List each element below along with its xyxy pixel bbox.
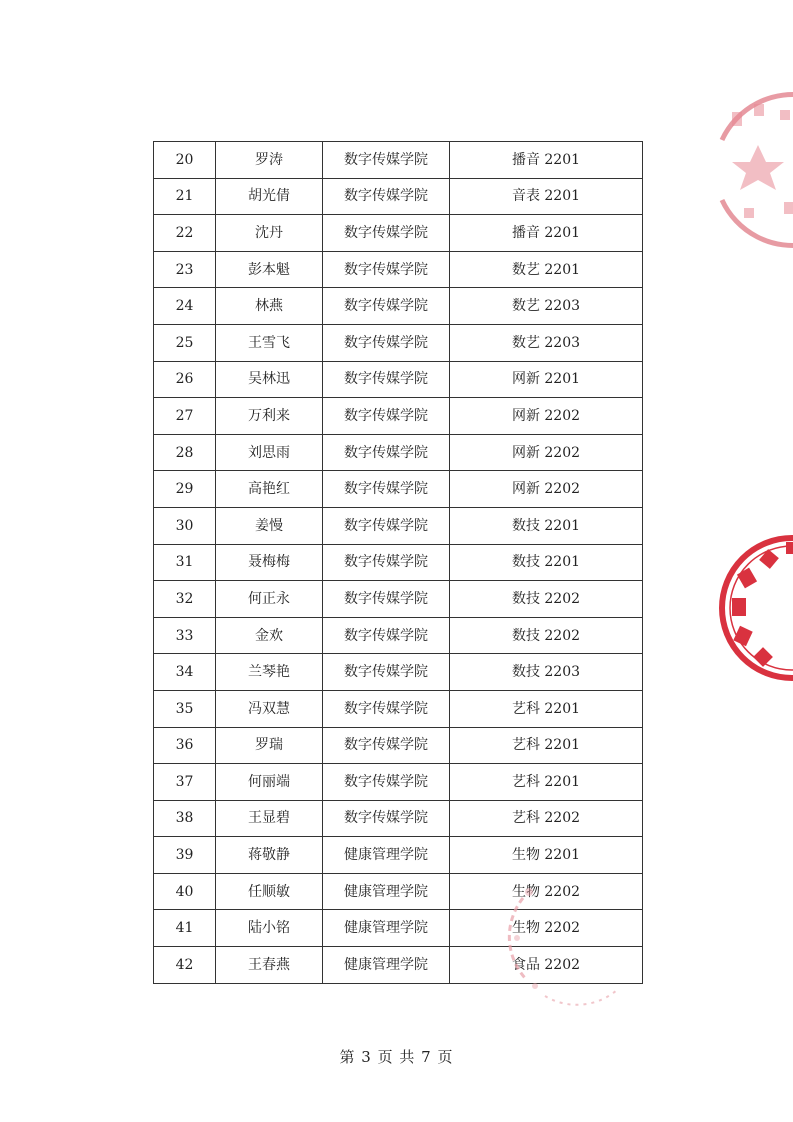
class-cell: 生物 2202 bbox=[450, 910, 643, 947]
row-number-cell: 30 bbox=[154, 507, 216, 544]
college-cell: 数字传媒学院 bbox=[323, 544, 450, 581]
student-name-cell: 任顺敏 bbox=[216, 873, 323, 910]
class-cell: 艺科 2201 bbox=[450, 690, 643, 727]
class-cell: 数技 2201 bbox=[450, 507, 643, 544]
class-cell: 网新 2202 bbox=[450, 398, 643, 435]
class-cell: 艺科 2201 bbox=[450, 764, 643, 801]
college-cell: 数字传媒学院 bbox=[323, 507, 450, 544]
table-row bbox=[154, 507, 643, 544]
table-row bbox=[154, 471, 643, 508]
row-number-cell: 40 bbox=[154, 873, 216, 910]
class-cell: 数技 2202 bbox=[450, 617, 643, 654]
student-name-cell: 王显碧 bbox=[216, 800, 323, 837]
college-cell: 数字传媒学院 bbox=[323, 434, 450, 471]
college-cell: 健康管理学院 bbox=[323, 873, 450, 910]
seal-stamp-top bbox=[688, 90, 793, 250]
college-cell: 数字传媒学院 bbox=[323, 398, 450, 435]
college-cell: 健康管理学院 bbox=[323, 910, 450, 947]
roster-body bbox=[154, 142, 643, 984]
row-number-cell: 31 bbox=[154, 544, 216, 581]
table-row bbox=[154, 800, 643, 837]
student-name-cell: 万利来 bbox=[216, 398, 323, 435]
college-cell: 数字传媒学院 bbox=[323, 581, 450, 618]
class-cell: 数技 2203 bbox=[450, 654, 643, 691]
student-name-cell: 姜慢 bbox=[216, 507, 323, 544]
row-number-cell: 42 bbox=[154, 947, 216, 984]
college-cell: 数字传媒学院 bbox=[323, 142, 450, 179]
row-number-cell: 35 bbox=[154, 690, 216, 727]
table-row bbox=[154, 690, 643, 727]
student-name-cell: 胡光倩 bbox=[216, 178, 323, 215]
class-cell: 播音 2201 bbox=[450, 215, 643, 252]
table-row bbox=[154, 142, 643, 179]
row-number-cell: 23 bbox=[154, 251, 216, 288]
class-cell: 数艺 2203 bbox=[450, 324, 643, 361]
class-cell: 网新 2202 bbox=[450, 471, 643, 508]
row-number-cell: 41 bbox=[154, 910, 216, 947]
table-row bbox=[154, 215, 643, 252]
row-number-cell: 29 bbox=[154, 471, 216, 508]
table-row bbox=[154, 727, 643, 764]
table-row bbox=[154, 251, 643, 288]
row-number-cell: 20 bbox=[154, 142, 216, 179]
table-row bbox=[154, 581, 643, 618]
row-number-cell: 26 bbox=[154, 361, 216, 398]
class-cell: 网新 2201 bbox=[450, 361, 643, 398]
class-cell: 艺科 2201 bbox=[450, 727, 643, 764]
student-name-cell: 陆小铭 bbox=[216, 910, 323, 947]
college-cell: 数字传媒学院 bbox=[323, 617, 450, 654]
table-row bbox=[154, 873, 643, 910]
college-cell: 数字传媒学院 bbox=[323, 215, 450, 252]
row-number-cell: 34 bbox=[154, 654, 216, 691]
college-cell: 数字传媒学院 bbox=[323, 324, 450, 361]
row-number-cell: 39 bbox=[154, 837, 216, 874]
row-number-cell: 36 bbox=[154, 727, 216, 764]
class-cell: 生物 2202 bbox=[450, 873, 643, 910]
table-row bbox=[154, 324, 643, 361]
student-name-cell: 林燕 bbox=[216, 288, 323, 325]
class-cell: 网新 2202 bbox=[450, 434, 643, 471]
row-number-cell: 28 bbox=[154, 434, 216, 471]
student-name-cell: 聂梅梅 bbox=[216, 544, 323, 581]
row-number-cell: 37 bbox=[154, 764, 216, 801]
class-cell: 数技 2201 bbox=[450, 544, 643, 581]
table-row bbox=[154, 398, 643, 435]
class-cell: 食品 2202 bbox=[450, 947, 643, 984]
college-cell: 数字传媒学院 bbox=[323, 361, 450, 398]
student-name-cell: 刘思雨 bbox=[216, 434, 323, 471]
college-cell: 数字传媒学院 bbox=[323, 654, 450, 691]
table-row bbox=[154, 544, 643, 581]
row-number-cell: 25 bbox=[154, 324, 216, 361]
table-row bbox=[154, 617, 643, 654]
student-name-cell: 罗瑞 bbox=[216, 727, 323, 764]
row-number-cell: 24 bbox=[154, 288, 216, 325]
table-row bbox=[154, 434, 643, 471]
student-name-cell: 冯双慧 bbox=[216, 690, 323, 727]
student-name-cell: 罗涛 bbox=[216, 142, 323, 179]
class-cell: 播音 2201 bbox=[450, 142, 643, 179]
student-name-cell: 王雪飞 bbox=[216, 324, 323, 361]
college-cell: 数字传媒学院 bbox=[323, 727, 450, 764]
table-row bbox=[154, 837, 643, 874]
student-name-cell: 蒋敬静 bbox=[216, 837, 323, 874]
student-name-cell: 吴林迅 bbox=[216, 361, 323, 398]
college-cell: 数字传媒学院 bbox=[323, 800, 450, 837]
row-number-cell: 33 bbox=[154, 617, 216, 654]
class-cell: 艺科 2202 bbox=[450, 800, 643, 837]
college-cell: 数字传媒学院 bbox=[323, 251, 450, 288]
table-row bbox=[154, 288, 643, 325]
student-name-cell: 王春燕 bbox=[216, 947, 323, 984]
student-name-cell: 兰琴艳 bbox=[216, 654, 323, 691]
student-name-cell: 高艳红 bbox=[216, 471, 323, 508]
student-name-cell: 彭本魁 bbox=[216, 251, 323, 288]
class-cell: 生物 2201 bbox=[450, 837, 643, 874]
row-number-cell: 38 bbox=[154, 800, 216, 837]
table-row bbox=[154, 764, 643, 801]
table-row bbox=[154, 910, 643, 947]
college-cell: 健康管理学院 bbox=[323, 837, 450, 874]
table-row bbox=[154, 947, 643, 984]
student-name-cell: 金欢 bbox=[216, 617, 323, 654]
college-cell: 数字传媒学院 bbox=[323, 690, 450, 727]
row-number-cell: 22 bbox=[154, 215, 216, 252]
student-name-cell: 沈丹 bbox=[216, 215, 323, 252]
student-name-cell: 何丽端 bbox=[216, 764, 323, 801]
college-cell: 数字传媒学院 bbox=[323, 288, 450, 325]
seal-stamp-middle bbox=[712, 528, 793, 688]
student-roster-table bbox=[153, 141, 643, 984]
college-cell: 数字传媒学院 bbox=[323, 178, 450, 215]
page-number-footer: 第 3 页 共 7 页 bbox=[339, 1048, 454, 1066]
class-cell: 数艺 2203 bbox=[450, 288, 643, 325]
row-number-cell: 32 bbox=[154, 581, 216, 618]
college-cell: 数字传媒学院 bbox=[323, 764, 450, 801]
college-cell: 数字传媒学院 bbox=[323, 471, 450, 508]
student-name-cell: 何正永 bbox=[216, 581, 323, 618]
table-row bbox=[154, 361, 643, 398]
row-number-cell: 21 bbox=[154, 178, 216, 215]
class-cell: 数艺 2201 bbox=[450, 251, 643, 288]
class-cell: 音表 2201 bbox=[450, 178, 643, 215]
class-cell: 数技 2202 bbox=[450, 581, 643, 618]
table-row bbox=[154, 654, 643, 691]
table-row bbox=[154, 178, 643, 215]
row-number-cell: 27 bbox=[154, 398, 216, 435]
college-cell: 健康管理学院 bbox=[323, 947, 450, 984]
